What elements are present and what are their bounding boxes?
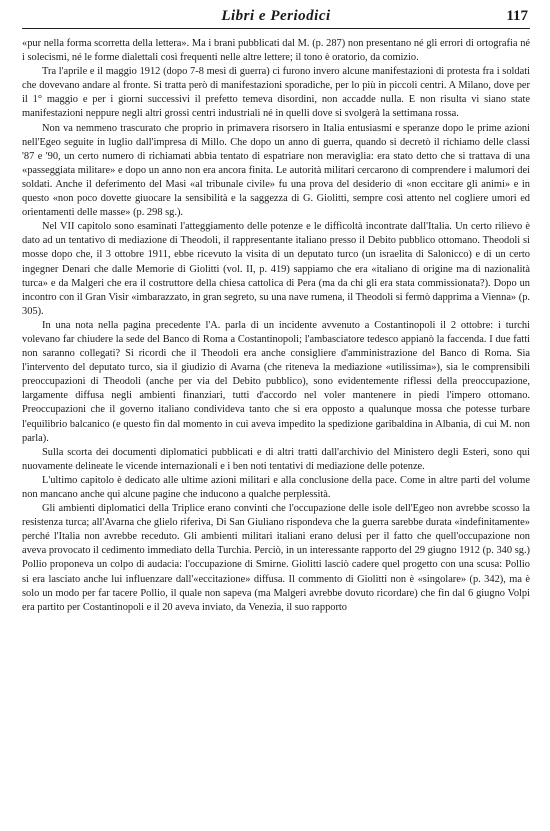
page-number: 117 [506,8,528,24]
paragraph: L'ultimo capitolo è dedicato alle ultime azioni militari e alla conclusione della pace. Come in altre parti del volume non mancano anche qui alcune pagine che inducono a qualche perplessità. [22,474,530,500]
paragraph: Tra l'aprile e il maggio 1912 (dopo 7-8 mesi di guerra) ci furono invero alcune manifestazioni di protesta fra i soldati che dovevano andare al fronte. Si tratta però di manifestazioni sporadiche, per lo più in piccoli centri. A Milano, dove per il 1° maggio e per i giorni successivi il prefetto temeva disordini, non accadde nulla. E non risulta vi siano state manifestazioni neppure negli altri grossi centri industriali né in quelli dove si svolgerà la settimana rossa. [22,66,530,120]
running-title: Libri e Periodici [221,8,331,24]
paragraph: «pur nella forma scorretta della lettera». Ma i brani pubblicati dal M. (p. 287) non presentano né gli errori di ortografia né i solecismi, né le forme dialettali così frequenti nelle altre lettere; il tono è oratorio, da comizio. [22,38,530,64]
paragraph: Nel VII capitolo sono esaminati l'atteggiamento delle potenze e le difficoltà incontrate dall'Italia. Un certo rilievo è dato ad un tentativo di mediazione di Theodoli, il rappresentante italiano presso il Debito pubblico ottomano. Theodoli si mosse dopo che, il 3 ottobre 1911, ebbe ricevuto la visita di un deputato turco (un israelita di Salonicco) e di un certo ingegner Denari che dalle Memorie di Giolitti (vol. II, p. 419) sappiamo che era «italiano di origine ma di nazionalità turca» e da Malgeri che era il costruttore della chiesa cattolica di Pera (ma da chi gli era stata commissionata?). Dopo un incontro con il Gran Visir «imbarazzato, in gran segreto, su una nave rumena, il Theodoli si fermò dapprima a Vienna» (p. 305). [22,221,530,317]
paragraph: Sulla scorta dei documenti diplomatici pubblicati e di altri tratti dall'archivio del Ministero degli Esteri, sono qui nuovamente delineate le vicende internazionali e i ben noti tentativi di mediazione delle potenze. [22,446,530,472]
body-text [22,37,530,615]
paragraph: Non va nemmeno trascurato che proprio in primavera risorsero in Italia entusiasmi e speranze dopo le prime azioni nell'Egeo seguite in luglio dall'impresa di Millo. Che dopo un anno di guerra, quando si decretò il richiamo delle classi '87 e '90, un certo numero di richiamati abbia tentato di espatriare non meraviglia: era stato detto che si trattava di una «passeggiata militare» e dopo un anno non era ancora finita. Le autorità militari cercarono di comprendere i malumori dei soldati. Anche il deferimento del Masi «al tribunale civile» fu una prova del desiderio di «non eccitare gli animi» e in questo «non poco dovette giuocare la sensibilità e la saggezza di G. Giolitti, sempre così attento nel cogliere umori ed orientamenti delle masse» (p. 298 sg.). [22,122,530,219]
paragraph: Gli ambienti diplomatici della Triplice erano convinti che l'occupazione delle isole dell'Egeo non avrebbe scosso la resistenza turca; all'Avarna che glielo riferiva, Di San Giuliano rispondeva che la guerra sarebbe durata «indefinitamente» perché l'Italia non avrebbe receduto. Gli ambienti militari italiani erano delusi per il fatto che quell'occupazione non aveva provocato il cedimento immediato della Turchia. Perciò, in un interessante rapporto del 29 giugno 1912 (p. 340 sg.) Pollio proponeva un colpo di audacia: l'occupazione di Smirne. Giolitti lasciò cadere quel progetto con una scusa: Pollio si era lasciato anche lui influenzare dall'«eccitazione» diffusa. Il commento di Giolitti non è «singolare» (p. 342), ma è solo un modo per far tacere Pollio, il quale non sapeva (ma Malgeri avrebbe dovuto ricordare) che fin dal 6 giugno Volpi era partito per Costantinopoli e il 20 aveva inviato, da Venezia, il suo rapporto [22,503,530,613]
page-header [22,6,530,29]
paragraph: In una nota nella pagina precedente l'A. parla di un incidente avvenuto a Costantinopoli il 2 ottobre: i turchi volevano far chiudere la sede del Banco di Roma a Costantinopoli; l'ambasciatore tedesco appianò la faccenda. I due fatti non saranno collegati? Si ricordi che il Theodoli era anche consigliere d'amministrazione del Banco di Roma. Sia l'intervento del deputato turco, sia il giudizio di Avarna (che riteneva la mediazione «utilissima»), sia le comprensibili preoccupazioni di Theodoli (anche per via del Debito pubblico), sono evidentemente riflessi della preoccupazione, largamente diffusa negli ambienti finanziari, tutti d'accordo nel voler mantenere in piedi l'impero ottomano. Preoccupazioni che il governo italiano condivideva tanto che si era opposto a qualunque mossa che potesse turbare l'equilibrio balcanico (e questo fin dal momento in cui aveva impedito la spedizione garibaldina in Albania, di cui M. non parla). [22,319,530,444]
